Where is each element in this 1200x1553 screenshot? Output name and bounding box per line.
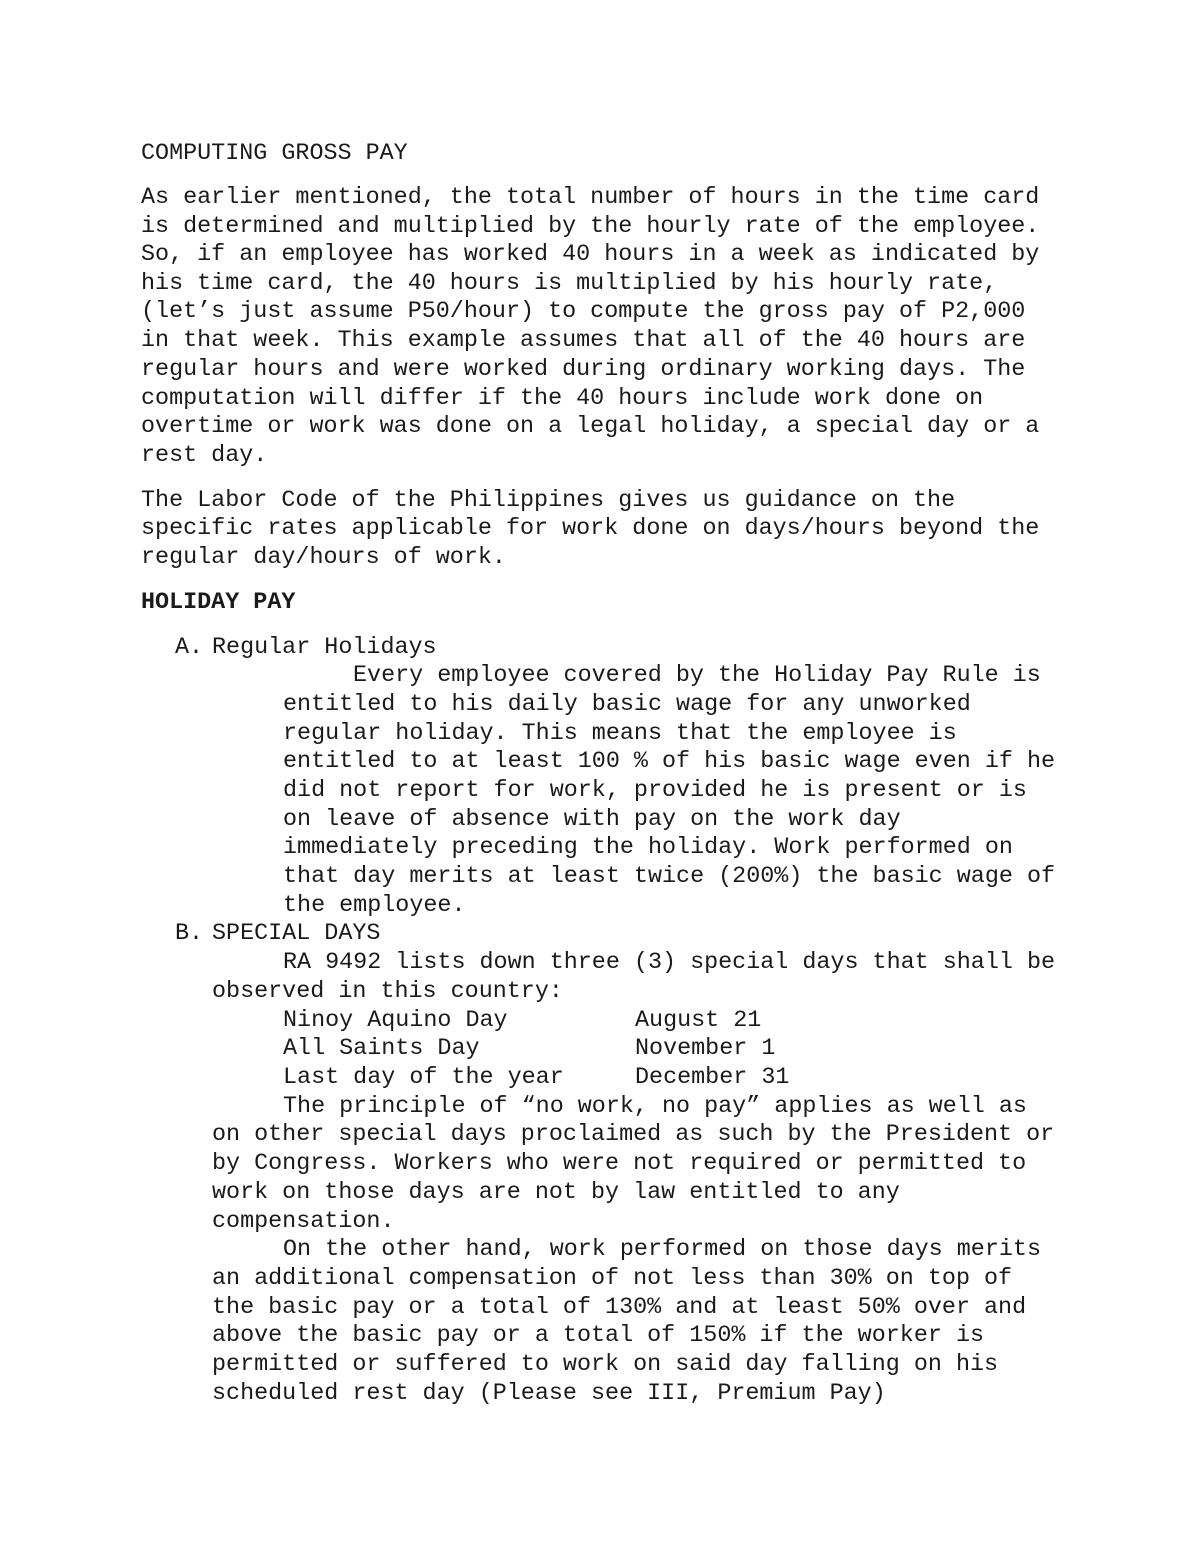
paragraph-line: work on those days are not by law entitled to any	[212, 1180, 900, 1206]
paragraph-line: The principle of “no work, no pay” applies as well as	[283, 1094, 1027, 1120]
paragraph-line: immediately preceding the holiday. Work performed on	[283, 835, 1013, 861]
paragraph-line: regular holiday. This means that the employee is	[283, 721, 957, 747]
paragraph-line: specific rates applicable for work done on days/hours beyond the	[141, 516, 1040, 542]
paragraph-line: on other special days proclaimed as such by the President or	[212, 1122, 1055, 1148]
paragraph-line: The Labor Code of the Philippines gives us guidance on the	[141, 488, 956, 514]
special-day-name: All Saints Day	[283, 1036, 480, 1062]
paragraph-line: in that week. This example assumes that all of the 40 hours are	[141, 328, 1026, 354]
special-day-date: November 1	[635, 1036, 776, 1062]
paragraph-line: the basic pay or a total of 130% and at least 50% over and	[212, 1295, 1027, 1321]
paragraph-line: RA 9492 lists down three (3) special days that shall be	[283, 950, 1056, 976]
paragraph-line: scheduled rest day (Please see III, Premium Pay)	[212, 1381, 886, 1407]
paragraph-line: compensation.	[212, 1209, 395, 1235]
paragraph-line: computation will differ if the 40 hours include work done on	[141, 386, 984, 412]
special-day-date: August 21	[635, 1008, 762, 1034]
special-day-name: Ninoy Aquino Day	[283, 1008, 508, 1034]
paragraph-line: As earlier mentioned, the total number of hours in the time card	[141, 185, 1040, 211]
section-title: SPECIAL DAYS	[212, 921, 381, 947]
special-day-date: December 31	[635, 1065, 790, 1091]
paragraph-line: permitted or suffered to work on said day falling on his	[212, 1352, 999, 1378]
holiday-pay-heading: HOLIDAY PAY	[141, 590, 296, 616]
paragraph-line: Every employee covered by the Holiday Pay Rule is	[353, 663, 1041, 689]
paragraph-line: is determined and multiplied by the hourly rate of the employee.	[141, 214, 1040, 240]
paragraph-line: did not report for work, provided he is present or is	[283, 778, 1027, 804]
page-title: COMPUTING GROSS PAY	[141, 141, 408, 167]
paragraph-line: that day merits at least twice (200%) the basic wage of	[283, 864, 1056, 890]
paragraph-line: an additional compensation of not less than 30% on top of	[212, 1266, 1013, 1292]
special-day-name: Last day of the year	[283, 1065, 564, 1091]
list-marker: B.	[175, 921, 204, 947]
list-marker: A.	[175, 635, 204, 661]
paragraph-line: on leave of absence with pay on the work day	[283, 807, 901, 833]
paragraph-line: rest day.	[141, 443, 268, 469]
paragraph-line: overtime or work was done on a legal holiday, a special day or a	[141, 414, 1040, 440]
paragraph-line: the employee.	[283, 893, 466, 919]
paragraph-line: (let’s just assume P50/hour) to compute the gross pay of P2,000	[141, 299, 1026, 325]
paragraph-line: entitled to at least 100 % of his basic wage even if he	[283, 749, 1056, 775]
paragraph-line: On the other hand, work performed on those days merits	[283, 1237, 1041, 1263]
paragraph-line: So, if an employee has worked 40 hours in a week as indicated by	[141, 242, 1040, 268]
paragraph-line: regular day/hours of work.	[141, 545, 506, 571]
paragraph-line: regular hours and were worked during ordinary working days. The	[141, 357, 1026, 383]
paragraph-line: above the basic pay or a total of 150% if the worker is	[212, 1323, 985, 1349]
paragraph-line: his time card, the 40 hours is multiplied by his hourly rate,	[141, 271, 998, 297]
paragraph-line: observed in this country:	[212, 979, 563, 1005]
paragraph-line: entitled to his daily basic wage for any unworked	[283, 692, 971, 718]
section-title: Regular Holidays	[212, 635, 437, 661]
paragraph-line: by Congress. Workers who were not required or permitted to	[212, 1151, 1027, 1177]
